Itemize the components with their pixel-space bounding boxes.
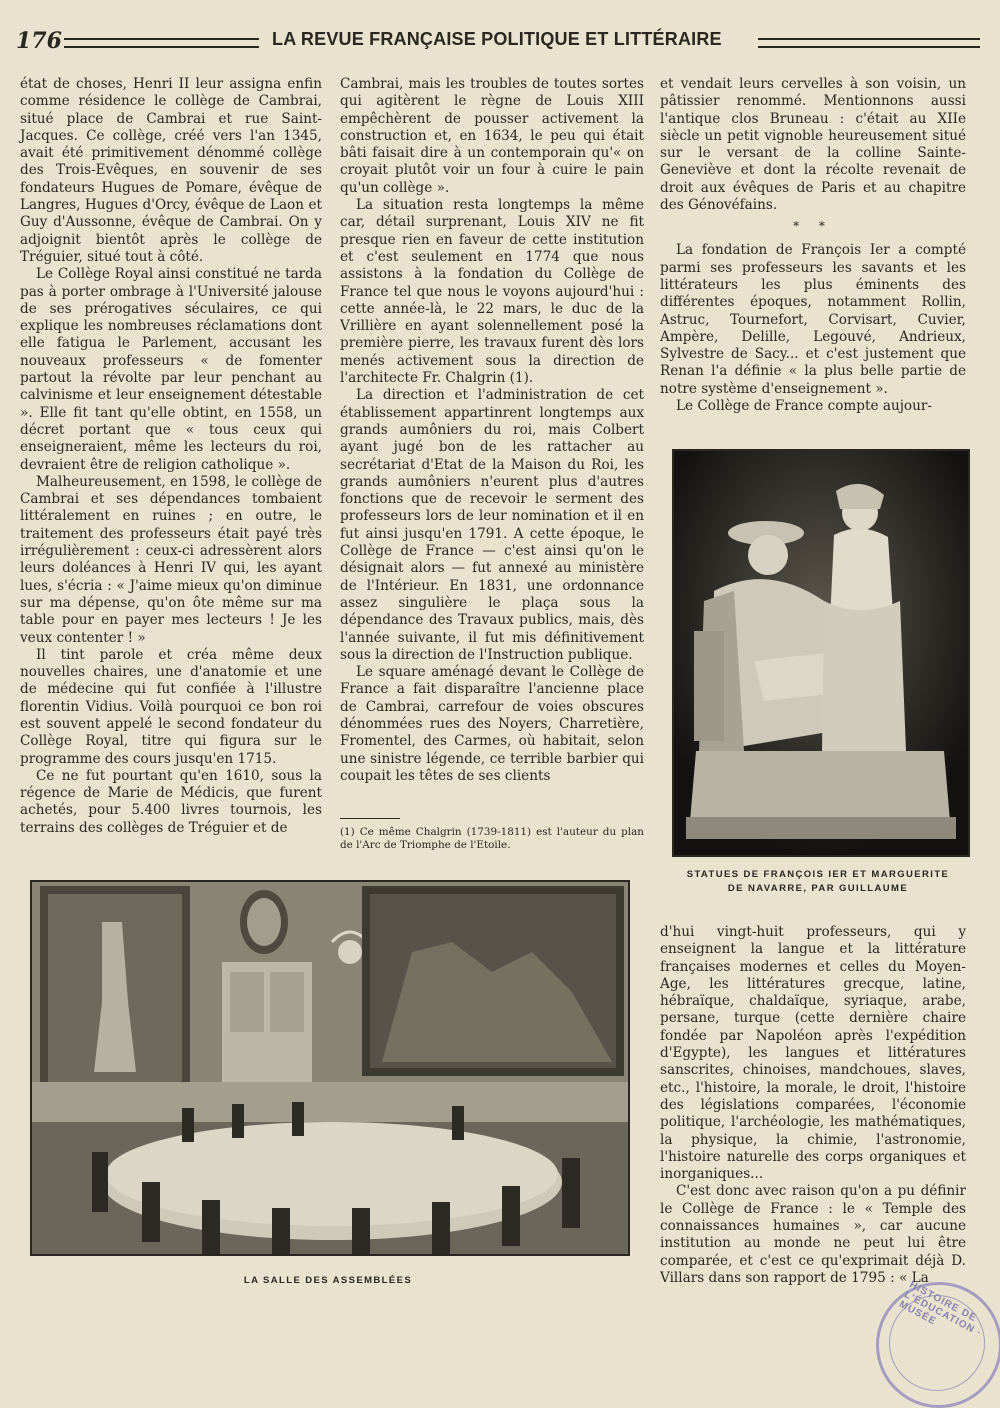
section-separator-stars: * * <box>793 219 833 234</box>
column-3-continued <box>660 924 966 1287</box>
column-3 <box>660 76 966 415</box>
paragraph: Le square aménagé devant le Collège de France a fait disparaître l'ancienne place de Cambrai, carrefour de voies obscures dénommées rues des Noyers, Charretière, Fromentel, des Carmes, où habitait, selon une sinistre légende, ce terrible barbier qui coupait les têtes de ses clients <box>340 664 644 784</box>
paragraph: La situation resta longtemps la même car, détail surprenant, Louis XIV ne fit presque rien en faveur de cette institution et c'est seulement en 1774 que nous assistons à la fondation du Collège de France tel que nous le voyons aujourd'hui : cette année-là, le 22 mars, le duc de la Vrillière en ayant solennellement posé la première pierre, les travaux furent dès lors menés activement sous la direction de l'architecte Fr. Chalgrin (1). <box>340 197 644 387</box>
paragraph: Le Collège Royal ainsi constitué ne tarda pas à porter ombrage à l'Université jalouse de ses prérogatives séculaires, ce qui explique les nombreuses réclamations dont elle fatigua le Parlement, accusant les nouveaux professeurs « de fomenter partout la révolte par leur penchant au calvinisme et leur enseignement détestable ». Elle fit tant qu'elle obtint, en 1558, un décret portant que « tous ceux qui enseigneraient, même les lecteurs du roi, devraient être de religion catholique ». <box>20 266 322 473</box>
paragraph: Le Collège de France compte aujour- <box>676 398 932 415</box>
header-rule-right <box>758 38 980 48</box>
paragraph: d'hui vingt-huit professeurs, qui y enseignent la langue et la littérature françaises modernes et celles du Moyen-Age, les littératures grecque, latine, hébraïque, chaldaïque, syriaque, arabe, persane, turque (cette dernière chaire fondée par Napoléon après l'expédition d'Egypte), les langues et littératures sanscrites, chinoises, mandchoues, slaves, etc., l'histoire, la morale, le droit, l'histoire des législations comparées, l'économie politique, l'archéologie, les mathématiques, la physique, la chimie, l'astronomie, l'histoire naturelle des corps organiques et inorganiques... <box>660 924 966 1183</box>
column-1 <box>20 76 322 837</box>
library-stamp-text: HISTOIRE DE L'ÉDUCATION · MUSÉE <box>897 1279 984 1340</box>
page-number: 176 <box>16 28 62 54</box>
page-header <box>16 28 966 58</box>
column-2 <box>340 76 644 785</box>
paragraph: La fondation de François Ier a compté parmi ses professeurs les savants et les littérateurs les plus éminents des différentes époques, notamment Rollin, Astruc, Tournefort, Corvisart, Cuvier, Ampère, Delille, Legouvé, Andrieux, Sylvestre de Sacy... et c'est justement que Renan l'a définie « la plus belle partie de notre système d'enseignement ». <box>660 242 966 397</box>
statue-illustration <box>674 451 968 855</box>
assembly-hall-caption: LA SALLE DES ASSEMBLÉES <box>243 1275 413 1286</box>
paragraph: C'est donc avec raison qu'on a pu définir le Collège de France : le « Temple des connaissances humaines », car aucune institution au monde ne peut lui être comparée, et c'est ce qu'exprimait déjà D. Villars dans son rapport de 1795 : « La <box>660 1183 966 1286</box>
library-stamp <box>876 1279 1000 1408</box>
header-rule-left <box>64 38 259 48</box>
assembly-hall-photo <box>30 880 630 1256</box>
statue-photo <box>672 449 970 857</box>
paragraph: Ce ne fut pourtant qu'en 1610, sous la régence de Marie de Médicis, que furent achetés, pour 5.400 livres tournois, les terrains des collèges de Tréguier et de <box>20 767 322 836</box>
journal-title: LA REVUE FRANÇAISE POLITIQUE ET LITTÉRAIRE <box>272 29 722 49</box>
paragraph: Il tint parole et créa même deux nouvelles chaires, une d'anatomie et une de médecine qui fut confiée à l'illustre florentin Vidius. Voilà pourquoi ce bon roi est souvent appelé le second fondateur du Collège Royal, titre qui figura sur le programme des cours jusqu'en 1715. <box>20 646 322 767</box>
paragraph: Malheureusement, en 1598, le collège de Cambrai et ses dépendances tombaient littéralement en ruines ; en outre, le traitement des professeurs était payé très irrégulièrement : ceux-ci adressèrent alors leurs doléances à Henri IV qui, les ayant lues, s'écria : « J'aime mieux qu'on diminue sur ma dépense, qu'on ôte même sur ma table pour en payer mes lecteurs ! Je les veux contenter ! » <box>20 473 322 646</box>
statue-caption <box>668 868 968 896</box>
paragraph: Cambrai, mais les troubles de toutes sortes qui agitèrent le règne de Louis XIII empêchèrent de pousser activement la construction et, en 1634, le peu qui était bâti faisait dire à un contemporain qu'« on croyait plutôt voir un four à cuire le pain qu'un collège ». <box>340 76 644 196</box>
footnote <box>340 826 644 852</box>
paragraph: état de choses, Henri II leur assigna enfin comme résidence le collège de Cambrai, situé place de Cambrai et rue Saint-Jacques. Ce collège, créé vers l'an 1345, avait été primitivement dénommé collège des Trois-Evêques, en souvenir de ses fondateurs Hugues de Pomare, évêque de Langres, Hugues d'Orcy, évêque de Laon et Guy d'Aussonne, évêque de Cambrai. On y adjoignit bientôt après le collège de Tréguier, situé tout à côté. <box>20 76 322 265</box>
paragraph: La direction et l'administration de cet établissement appartinrent longtemps aux grands aumôniers du roi, mais Colbert ayant jugé bon de les rattacher au secrétariat d'Etat de la Maison du Roi, les grands aumôniers n'eurent plus d'autres fonctions que de recevoir le serment des professeurs lors de leur nomination et il en fut ainsi jusqu'en 1791. A cette époque, le Collège de France — c'est ainsi qu'on le désignait alors — fut annexé au ministère de l'Intérieur. En 1831, une ordonnance assez singulière le plaça sous la dépendance des Travaux publics, mais, dès l'année suivante, il fut mis définitivement sous la direction de l'Instruction publique. <box>340 387 644 663</box>
statue-caption-line-1: STATUES DE FRANÇOIS IER ET MARGUERITE <box>686 869 950 880</box>
paragraph: et vendait leurs cervelles à son voisin, un pâtissier renommé. Mentionnons aussi l'antique clos Bruneau : c'était au XIIe siècle un petit vignoble heureusement situé sur le versant de la colline Sainte-Geneviève et dont la récolte revenait de droit aux évêques de Paris et au chapitre des Génovéfains. <box>660 76 966 214</box>
footnote-text: (1) Ce même Chalgrin (1739-1811) est l'auteur du plan de l'Arc de Triomphe de l'Etoile. <box>340 826 644 851</box>
footnote-separator <box>340 818 400 819</box>
statue-caption-line-2: DE NAVARRE, PAR GUILLAUME <box>727 883 909 894</box>
assembly-hall-illustration <box>32 882 628 1254</box>
